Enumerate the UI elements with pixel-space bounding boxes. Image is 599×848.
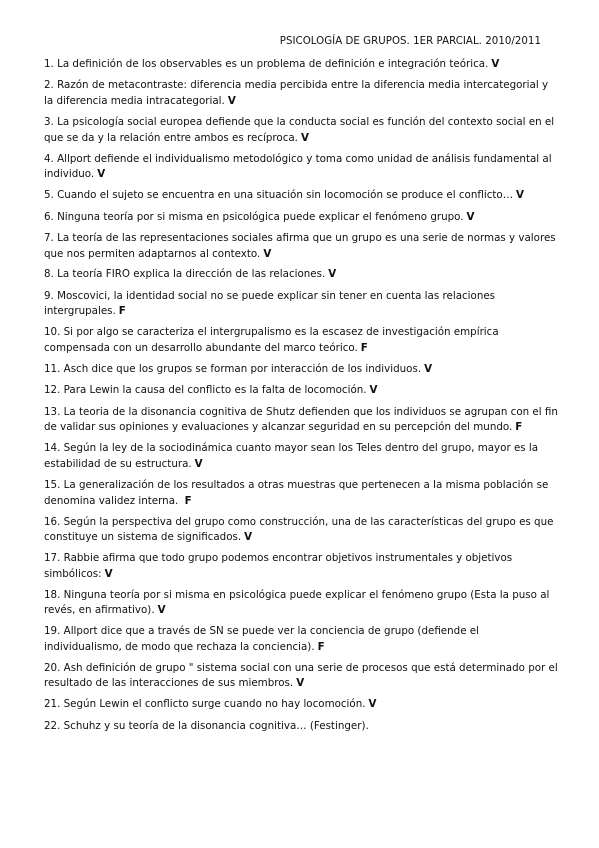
answer-label: V (97, 168, 106, 181)
answer-label: F (118, 305, 126, 318)
answer-label: V (369, 384, 378, 397)
question-item (44, 588, 560, 619)
question-text: 1. La definición de los observables es un problema de definición e integración teórica. (44, 58, 489, 70)
answer-label: V (104, 567, 113, 580)
question-text: 9. Moscovici, la identidad social no se puede explicar sin tener en cuenta las relaciones intergrupales. (44, 289, 496, 318)
answer-label: V (516, 189, 524, 202)
question-item (44, 57, 560, 73)
question-item (44, 115, 560, 146)
question-text: 21. Según Lewin el conflicto surge cuando no hay locomoción. (44, 698, 366, 711)
answer-label: V (466, 210, 475, 223)
question-text: 5. Cuando el sujeto se encuentra en una situación sin locomoción se produce el conflicto… (44, 189, 513, 202)
answer-label: V (157, 604, 166, 617)
answer-label: V (244, 531, 253, 544)
question-text: 19. Allport dice que a través de SN se puede ver la conciencia de grupo (defiende el individualismo, de modo que rechaza la conciencia). (44, 625, 480, 653)
question-item (44, 515, 560, 546)
question-item (44, 383, 560, 399)
answer-label: F (515, 421, 523, 434)
question-item (44, 188, 560, 204)
question-text: 20. Ash definición de grupo " sistema social con una serie de procesos que está determinado por el resultado de las interacciones de sus miembros. (44, 661, 558, 690)
answer-label: V (424, 363, 433, 376)
question-item (44, 551, 560, 582)
question-text: 22. Schuhz y su teoría de la disonancia cognitiva… (Festinger). (44, 719, 369, 732)
question-item (44, 325, 560, 356)
answer-label: F (184, 494, 192, 507)
answer-label: V (263, 247, 272, 260)
question-text: 13. La teoria de la disonancia cognitiva de Shutz defienden que los individuos se agrupan con el fin de validar sus opiniones y evaluaciones y alcanzar seguridad en su percepción del mundo. (44, 405, 558, 434)
question-text: 3. La psicología social europea defiende que la conducta social es función del contexto social en el que se da y la relación entre ambos es recíproca. (44, 115, 555, 144)
answer-label: V (328, 268, 337, 281)
answer-label: F (317, 640, 325, 653)
question-text: 8. La teoría FIRO explica la dirección de las relaciones. (44, 268, 326, 281)
answer-label: V (194, 457, 203, 470)
answer-label: V (300, 131, 309, 144)
question-item (44, 289, 560, 320)
question-item (44, 478, 560, 509)
question-text: 4. Allport defiende el individualismo metodológico y toma como unidad de análisis fundamental al individuo. (44, 152, 552, 181)
question-item (44, 210, 560, 226)
question-text: 11. Asch dice que los grupos se forman por interacción de los individuos. (44, 363, 422, 376)
question-item (44, 267, 560, 283)
question-text: 17. Rabbie afirma que todo grupo podemos encontrar objetivos instrumentales y objetivos simbólicos: (44, 552, 513, 580)
answer-label: V (368, 698, 377, 711)
question-item (44, 152, 560, 183)
question-text: 18. Ninguna teoría por si misma en psicológica puede explicar el fenómeno grupo (Esta la puso al revés, en afirmativo). (44, 588, 550, 617)
question-text: 6. Ninguna teoría por si misma en psicológica puede explicar el fenómeno grupo. (44, 210, 464, 223)
question-item (44, 719, 560, 735)
answer-label: F (360, 342, 368, 355)
question-item (44, 362, 560, 378)
question-text: 7. La teoría de las representaciones sociales afirma que un grupo es una serie de normas y valores que nos permiten adaptarnos al contexto. (44, 231, 556, 260)
question-item (44, 624, 560, 655)
question-text: 15. La generalización de los resultados a otras muestras que pertenecen a la misma población se denomina validez interna. (44, 478, 549, 507)
question-text: 12. Para Lewin la causa del conflicto es la falta de locomoción. (44, 384, 367, 397)
question-item (44, 405, 560, 436)
answer-label: V (296, 677, 305, 690)
question-item (44, 441, 560, 472)
question-item (44, 231, 560, 262)
question-item (44, 697, 560, 713)
question-item (44, 78, 560, 109)
question-text: 14. Según la ley de la sociodinámica cuanto mayor sean los Teles dentro del grupo, mayor es la estabilidad de su estructura. (44, 442, 539, 470)
question-text: 2. Razón de metacontraste: diferencia media percibida entre la diferencia media intercategorial y la diferencia media intracategorial. (44, 79, 549, 107)
question-list (44, 57, 560, 740)
answer-label: V (227, 94, 236, 107)
question-item (44, 661, 560, 692)
answer-label: V (491, 58, 500, 70)
question-text: 10. Si por algo se caracteriza el intergrupalismo es la escasez de investigación empírica compensada con un desarrollo abundante del marco teórico. (44, 326, 499, 355)
page-header: PSICOLOGÍA DE GRUPOS. 1ER PARCIAL. 2010/2011 (279, 36, 541, 47)
question-text: 16. Según la perspectiva del grupo como construcción, una de las características del grupo es que constituye un sistema de significados. (44, 515, 554, 544)
